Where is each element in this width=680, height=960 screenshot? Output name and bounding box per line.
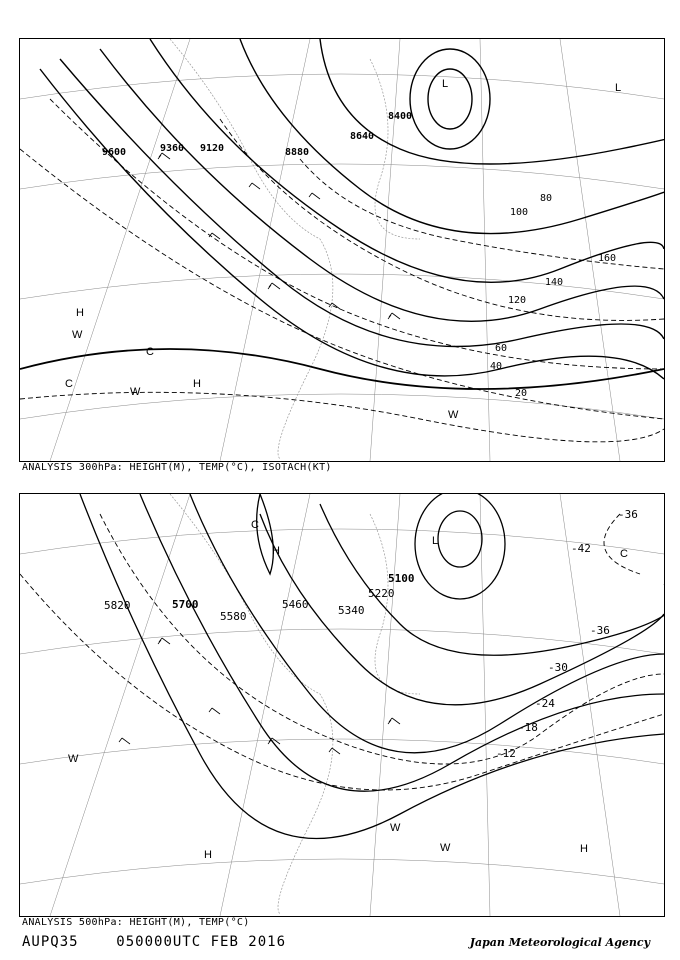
isotherm-label: -42: [571, 542, 591, 555]
low-center-marker: L: [615, 82, 622, 94]
wind-barb: [388, 718, 400, 724]
warm-center-marker: W: [448, 409, 459, 421]
isotach: [20, 149, 664, 419]
wind-barb: [309, 193, 320, 199]
lon-line: [50, 494, 190, 916]
isotherm-label: -18: [518, 721, 538, 734]
lat-line: [20, 859, 664, 884]
low-center-contour: [428, 69, 472, 129]
cold-center-marker: C: [251, 519, 259, 531]
height-contour: [257, 494, 274, 574]
chart-code: AUPQ35: [22, 934, 79, 950]
isotach-label: 20: [515, 388, 528, 399]
map-500hpa: [20, 494, 664, 916]
isotherm-label: -36: [590, 624, 610, 637]
isotach-label: 60: [495, 343, 508, 354]
isotach-label: 120: [508, 295, 527, 306]
low-center-contour: [438, 511, 482, 567]
lat-line: [20, 529, 664, 554]
warm-center-marker: W: [68, 753, 79, 765]
cold-center-marker: C: [620, 548, 628, 560]
low-center-marker: L: [442, 78, 449, 90]
warm-center-marker: W: [390, 822, 401, 834]
high-center-marker: H: [272, 545, 280, 557]
height-contour: [320, 504, 664, 655]
height-label: 8880: [285, 147, 310, 158]
height-label: 5340: [338, 604, 365, 617]
chart-time: 050000UTC FEB 2016: [116, 934, 287, 950]
isotach-label: 100: [510, 207, 529, 218]
isotach: [20, 392, 664, 442]
height-label: 8640: [350, 131, 375, 142]
chart-300hpa: [19, 38, 665, 462]
lat-line: [20, 394, 664, 419]
height-label: 5700: [172, 598, 199, 611]
height-label: 5100: [388, 572, 415, 585]
caption-500hpa: ANALYSIS 500hPa: HEIGHT(M), TEMP(°C): [22, 917, 250, 928]
height-label: 9600: [102, 147, 127, 158]
height-label: 5460: [282, 598, 309, 611]
wind-barb: [209, 708, 220, 714]
wind-barb: [329, 748, 340, 754]
high-center-marker: H: [580, 843, 588, 855]
height-contour: [320, 39, 664, 164]
high-center-marker: H: [193, 378, 201, 390]
height-label: 8400: [388, 111, 413, 122]
map-300hpa: [20, 39, 664, 461]
low-center-contour: [415, 494, 505, 599]
height-label: 5820: [104, 599, 131, 612]
lat-line: [20, 274, 664, 299]
chart-500hpa: [19, 493, 665, 917]
agency-name: Japan Meteorological Agency: [469, 936, 650, 949]
lon-line: [50, 39, 190, 461]
low-center-marker: L: [432, 535, 439, 547]
high-center-marker: H: [204, 849, 212, 861]
caption-300hpa: ANALYSIS 300hPa: HEIGHT(M), TEMP(°C), ISOTACH(KT): [22, 462, 332, 473]
warm-center-marker: W: [130, 386, 141, 398]
coastline: [370, 514, 420, 694]
wind-barb: [388, 313, 400, 319]
lat-line: [20, 629, 664, 654]
wind-barb: [158, 638, 170, 644]
height-label: 5220: [368, 587, 395, 600]
isotach-label: 80: [540, 193, 553, 204]
height-contour: [260, 514, 664, 705]
lat-line: [20, 164, 664, 189]
warm-center-marker: W: [72, 329, 83, 341]
lon-line: [480, 39, 490, 461]
high-center-marker: H: [76, 307, 84, 319]
isotach-label: 160: [598, 253, 617, 264]
height-label: 5580: [220, 610, 247, 623]
chart-code-and-time: [22, 934, 286, 950]
lat-line: [20, 74, 664, 99]
lat-line: [20, 739, 664, 764]
height-contour: [60, 59, 664, 347]
low-center-contour: [410, 49, 490, 149]
lon-line: [560, 494, 620, 916]
warm-center-marker: W: [440, 842, 451, 854]
isotherm-label: -30: [548, 661, 568, 674]
height-contour: [150, 39, 664, 282]
lon-line: [480, 494, 490, 916]
cold-center-marker: C: [146, 346, 154, 358]
isotherm-label: -24: [535, 697, 555, 710]
coastline: [170, 494, 333, 914]
height-label: 9360: [160, 143, 185, 154]
wind-barb: [268, 283, 280, 289]
isotach-label: 140: [545, 277, 564, 288]
wind-barb: [249, 183, 260, 189]
wind-barb: [119, 738, 130, 744]
isotherm-label: -12: [496, 747, 516, 760]
isotherm-label: -36: [618, 508, 638, 521]
height-label: 9120: [200, 143, 225, 154]
isotherm: [604, 514, 640, 574]
isotach-label: 40: [490, 361, 503, 372]
cold-center-marker: C: [65, 378, 73, 390]
wind-barb: [329, 303, 340, 309]
height-contour: [20, 349, 664, 389]
